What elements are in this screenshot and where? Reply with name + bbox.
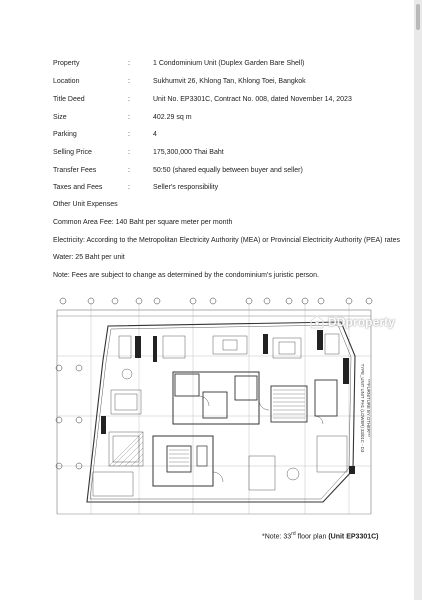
detail-separator: : — [128, 184, 130, 191]
floor-plan-drawing — [53, 296, 375, 516]
detail-value: 175,300,000 Thai Baht — [153, 149, 224, 156]
detail-label: Location — [53, 78, 80, 85]
detail-separator: : — [128, 60, 130, 67]
grid-bubbles — [60, 298, 372, 304]
ddproperty-logo-icon — [310, 315, 324, 329]
caption-unit: (Unit EP3301C) — [328, 533, 379, 541]
caption-middle: floor plan — [295, 533, 329, 541]
caption-ordinal: rd — [291, 531, 296, 537]
detail-value: 1 Condominium Unit (Duplex Garden Bare Shell) — [153, 60, 305, 67]
detail-value: Sukhumvit 26, Khlong Tan, Khlong Toei, Bangkok — [153, 78, 306, 85]
watermark — [310, 315, 395, 329]
detail-label: Property — [53, 60, 80, 67]
detail-label: Size — [53, 114, 67, 121]
common-area-fee: Common Area Fee: 140 Baht per square meter per month — [53, 219, 233, 226]
scroll-thumb[interactable] — [416, 4, 420, 30]
detail-separator: : — [128, 131, 130, 138]
detail-value: 50:50 (shared equally between buyer and seller) — [153, 167, 303, 174]
fees-note: Note: Fees are subject to change as determined by the condominium's juristic person. — [53, 272, 319, 279]
detail-value: 4 — [153, 131, 157, 138]
detail-separator: : — [128, 149, 130, 156]
caption-prefix: *Note: 33 — [262, 533, 292, 541]
plan-furniture-note: ***FURNITURE BY OTHER*** — [366, 379, 371, 437]
detail-label: Selling Price — [53, 149, 92, 156]
scrollbar[interactable] — [414, 0, 422, 600]
detail-separator: : — [128, 114, 130, 121]
floor-plan-caption — [262, 531, 379, 540]
detail-value: Seller's responsibility — [153, 184, 219, 191]
expenses-heading: Other Unit Expenses — [53, 201, 118, 208]
detail-label: Taxes and Fees — [53, 184, 103, 191]
detail-value: Unit No. EP3301C, Contract No. 008, dated November 14, 2023 — [153, 96, 352, 103]
detail-separator: : — [128, 167, 130, 174]
detail-separator: : — [128, 96, 130, 103]
watermark-brand: DDproperty — [328, 315, 396, 329]
detail-label: Parking — [53, 131, 77, 138]
detail-label: Title Deed — [53, 96, 85, 103]
detail-separator: : — [128, 78, 130, 85]
water-fee: Water: 25 Baht per unit — [53, 254, 125, 261]
detail-value: 402.29 sq m — [153, 114, 192, 121]
electricity-note: Electricity: According to the Metropolitan Electricity Authority (MEA) or Provincial Electricity Authority (PEA) rates — [53, 237, 401, 244]
plan-side-label: TYPE_UNIT UNIT PH1 (LOWER) 33/01C - D3 — [360, 363, 365, 453]
detail-label: Transfer Fees — [53, 167, 97, 174]
